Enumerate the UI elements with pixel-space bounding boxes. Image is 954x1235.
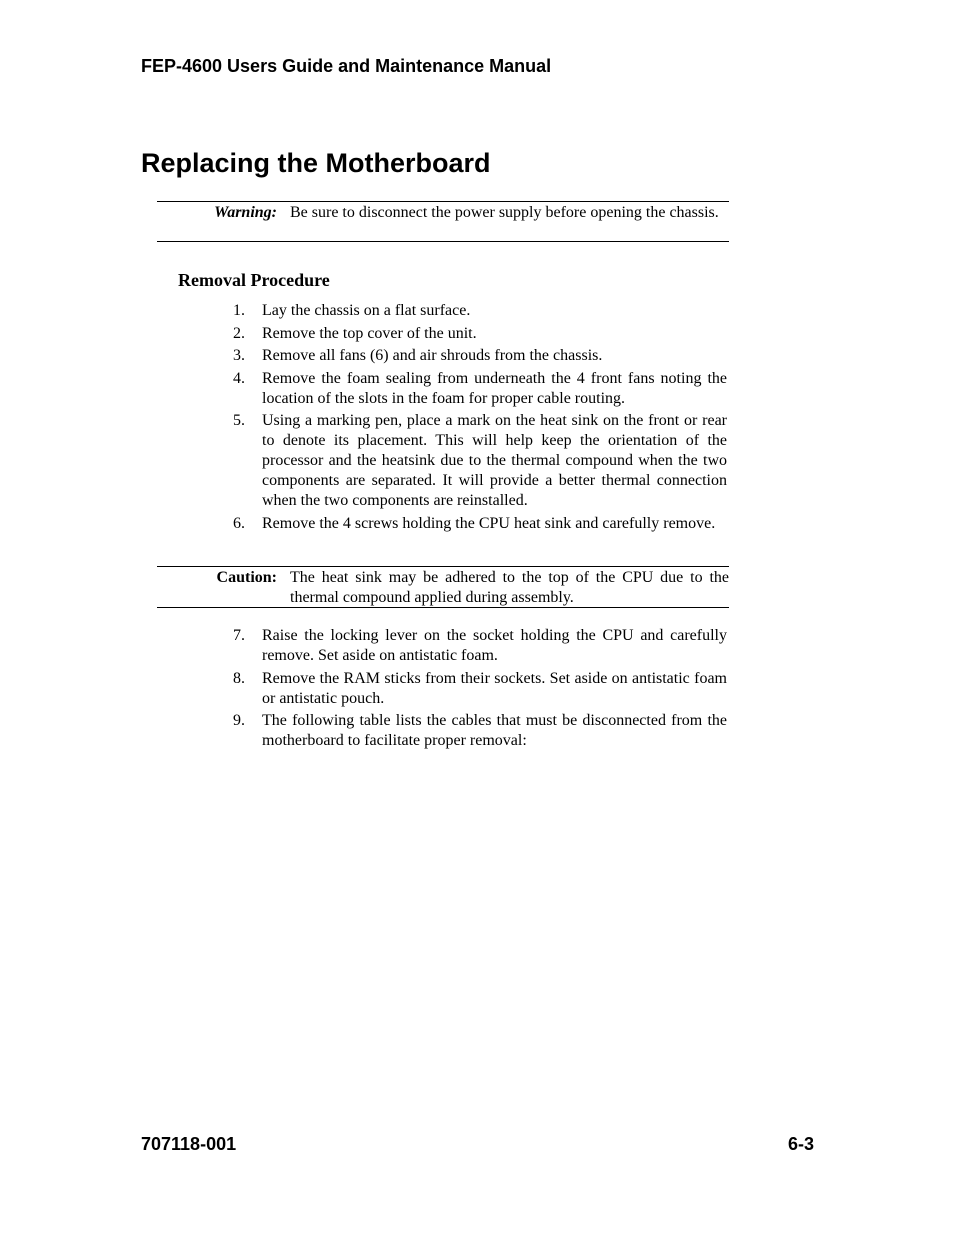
procedure-step (0, 411, 727, 511)
step-text: Remove the 4 screws holding the CPU heat sink and carefully remove. (262, 514, 716, 532)
step-number: 1. (233, 302, 245, 319)
caution-text: The heat sink may be adhered to the top of the CPU due to the thermal compound applied during assembly. (290, 569, 729, 606)
warning-label: Warning: (214, 204, 277, 221)
procedure-step (0, 346, 727, 366)
step-text: Raise the locking lever on the socket holding the CPU and carefully remove. Set aside on antistatic foam. (262, 627, 727, 664)
procedure-step (0, 369, 727, 409)
step-number: 3. (233, 347, 245, 364)
procedure-steps-list-continued (0, 626, 727, 754)
step-number: 8. (233, 669, 245, 687)
step-text: Remove the foam sealing from underneath the 4 front fans noting the location of the slots in the foam for proper cable routing. (262, 369, 727, 407)
step-number: 9. (233, 712, 245, 729)
step-text: Remove the RAM sticks from their sockets. Set aside on antistatic foam or antistatic pouch. (262, 669, 727, 707)
step-text: The following table lists the cables that must be disconnected from the motherboard to facilitate proper removal: (262, 712, 727, 749)
step-number: 4. (233, 369, 245, 387)
page-header: FEP-4600 Users Guide and Maintenance Manual (141, 56, 552, 76)
step-number: 2. (233, 324, 245, 342)
procedure-step (0, 324, 727, 344)
warning-note (157, 201, 729, 242)
step-text: Using a marking pen, place a mark on the heat sink on the front or rear to denote its placement. This will help keep the orientation of the processor and the heatsink due to the thermal compound when the two components are separated. It will provide a better thermal connection when the two components are reinstalled. (262, 412, 727, 509)
step-text: Remove all fans (6) and air shrouds from the chassis. (262, 347, 603, 364)
procedure-steps-list (0, 301, 727, 536)
procedure-step (0, 669, 727, 709)
step-number: 6. (233, 514, 245, 532)
step-number: 7. (233, 627, 245, 644)
warning-text: Be sure to disconnect the power supply before opening the chassis. (290, 204, 719, 221)
caution-label: Caution: (216, 569, 277, 586)
document-number: 707118-001 (141, 1134, 237, 1154)
step-text: Remove the top cover of the unit. (262, 324, 477, 342)
page-title: Replacing the Motherboard (141, 148, 491, 178)
step-text: Lay the chassis on a flat surface. (262, 302, 471, 319)
procedure-step (0, 514, 727, 534)
step-number: 5. (233, 412, 245, 429)
procedure-step (0, 301, 727, 321)
procedure-step (0, 711, 727, 751)
procedure-step (0, 626, 727, 666)
page-number: 6-3 (787, 1134, 814, 1154)
caution-note (157, 566, 729, 608)
removal-procedure-heading: Removal Procedure (178, 270, 330, 290)
